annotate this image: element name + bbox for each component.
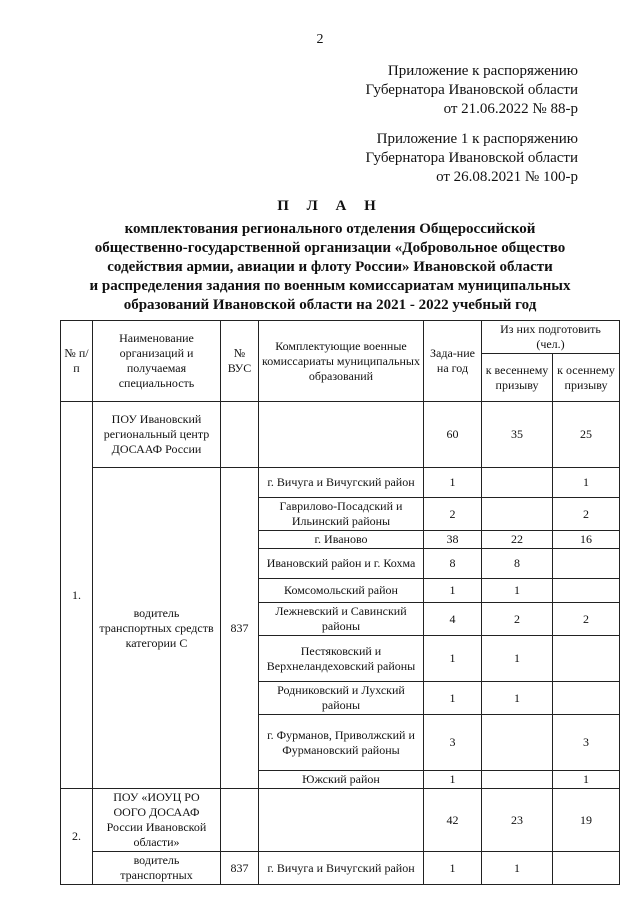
table-row-task: 2 xyxy=(424,498,482,531)
header-autumn: к осеннему призыву xyxy=(553,354,620,402)
table-row-name: г. Иваново xyxy=(259,531,424,549)
table-row-name: Южский район xyxy=(259,771,424,789)
plan-table xyxy=(60,320,620,885)
header-vus: № ВУС xyxy=(221,321,259,402)
table-row-name: Родниковский и Лухский районы xyxy=(259,682,424,715)
appendix-original-line1: Приложение 1 к распоряжению xyxy=(376,131,578,147)
title-plan: П Л А Н xyxy=(277,198,383,214)
table-row-spring: 1 xyxy=(482,579,553,603)
table-row-autumn xyxy=(553,549,620,579)
table-row-name: г. Вичуга и Вичугский район xyxy=(259,468,424,498)
title-line4: и распределения задания по военным комиссариатам муниципальных xyxy=(89,278,571,294)
table-row-autumn xyxy=(553,852,620,885)
table-row-autumn: 1 xyxy=(553,468,620,498)
appendix-current-line3: от 21.06.2022 № 88-р xyxy=(443,101,578,117)
table-row-name: Комсомольский район xyxy=(259,579,424,603)
table-row-autumn: 16 xyxy=(553,531,620,549)
table-row-task: 3 xyxy=(424,715,482,771)
table-row-task: 1 xyxy=(424,682,482,715)
section1-specialty: водитель транспортных средств категории С xyxy=(93,468,221,789)
table-row-task: 1 xyxy=(424,468,482,498)
section2-vus: 837 xyxy=(221,852,259,885)
table-row-task: 4 xyxy=(424,603,482,636)
header-org: Наименование организаций и получаемая специальность xyxy=(93,321,221,402)
title-line2: общественно-государственной организации «Добровольное общество xyxy=(94,240,566,256)
table-row-spring: 1 xyxy=(482,852,553,885)
table-row-autumn xyxy=(553,636,620,682)
appendix-current xyxy=(365,62,578,119)
section2-org: ПОУ «ИОУЦ РО ООГО ДОСААФ России Ивановской области» xyxy=(93,789,221,852)
table-row-name: Ивановский район и г. Кохма xyxy=(259,549,424,579)
section2-specialty: водитель транспортных xyxy=(93,852,221,885)
section1-task: 60 xyxy=(424,402,482,468)
table-row-spring xyxy=(482,715,553,771)
table-row-spring: 1 xyxy=(482,636,553,682)
header-of-them: Из них подготовить (чел.) xyxy=(482,321,620,354)
table-row-name: Пестяковский и Верхнеландеховский районы xyxy=(259,636,424,682)
section2-autumn: 19 xyxy=(553,789,620,852)
table-row-spring xyxy=(482,498,553,531)
table-row-task: 1 xyxy=(424,852,482,885)
appendix-original-line2: Губернатора Ивановской области xyxy=(365,150,578,166)
header-spring: к весеннему призыву xyxy=(482,354,553,402)
section1-org: ПОУ Ивановский региональный центр ДОСААФ России xyxy=(93,402,221,468)
table-row-spring xyxy=(482,468,553,498)
section1-num: 1. xyxy=(61,402,93,789)
header-num: № п/п xyxy=(61,321,93,402)
table-row-spring: 2 xyxy=(482,603,553,636)
table-row-autumn: 1 xyxy=(553,771,620,789)
section1-vus: 837 xyxy=(221,468,259,789)
section2-task: 42 xyxy=(424,789,482,852)
appendix-original xyxy=(365,130,578,187)
appendix-current-line1: Приложение к распоряжению xyxy=(387,63,578,79)
table-row-task: 1 xyxy=(424,636,482,682)
table-row-spring: 8 xyxy=(482,549,553,579)
table-row-task: 1 xyxy=(424,771,482,789)
table-row-autumn: 3 xyxy=(553,715,620,771)
table-row-task: 8 xyxy=(424,549,482,579)
table-row-spring xyxy=(482,771,553,789)
section1-autumn: 25 xyxy=(553,402,620,468)
appendix-current-line2: Губернатора Ивановской области xyxy=(365,82,578,98)
section1-spring: 35 xyxy=(482,402,553,468)
table-row-name: Гаврилово-Посадский и Ильинский районы xyxy=(259,498,424,531)
section2-num: 2. xyxy=(61,789,93,885)
table-row-name: г. Вичуга и Вичугский район xyxy=(259,852,424,885)
header-commissariats: Комплектующие военные комиссариаты муниципальных образований xyxy=(259,321,424,402)
page-number: 2 xyxy=(316,32,324,47)
header-task: Зада-ние на год xyxy=(424,321,482,402)
table-row-name: г. Фурманов, Приволжский и Фурмановский районы xyxy=(259,715,424,771)
table-row-spring: 22 xyxy=(482,531,553,549)
document-title xyxy=(60,197,600,315)
table-row-name: Лежневский и Савинский районы xyxy=(259,603,424,636)
table-row-autumn: 2 xyxy=(553,498,620,531)
table-row-autumn xyxy=(553,682,620,715)
table-row-task: 1 xyxy=(424,579,482,603)
table-row-autumn xyxy=(553,579,620,603)
appendix-original-line3: от 26.08.2021 № 100-р xyxy=(436,169,578,185)
section2-spring: 23 xyxy=(482,789,553,852)
title-line1: комплектования регионального отделения Общероссийской xyxy=(124,221,536,237)
table-row-spring: 1 xyxy=(482,682,553,715)
title-line5: образований Ивановской области на 2021 - 2022 учебный год xyxy=(123,297,537,313)
table-row-autumn: 2 xyxy=(553,603,620,636)
table-row-task: 38 xyxy=(424,531,482,549)
title-line3: содействия армии, авиации и флоту России» Ивановской области xyxy=(107,259,553,275)
